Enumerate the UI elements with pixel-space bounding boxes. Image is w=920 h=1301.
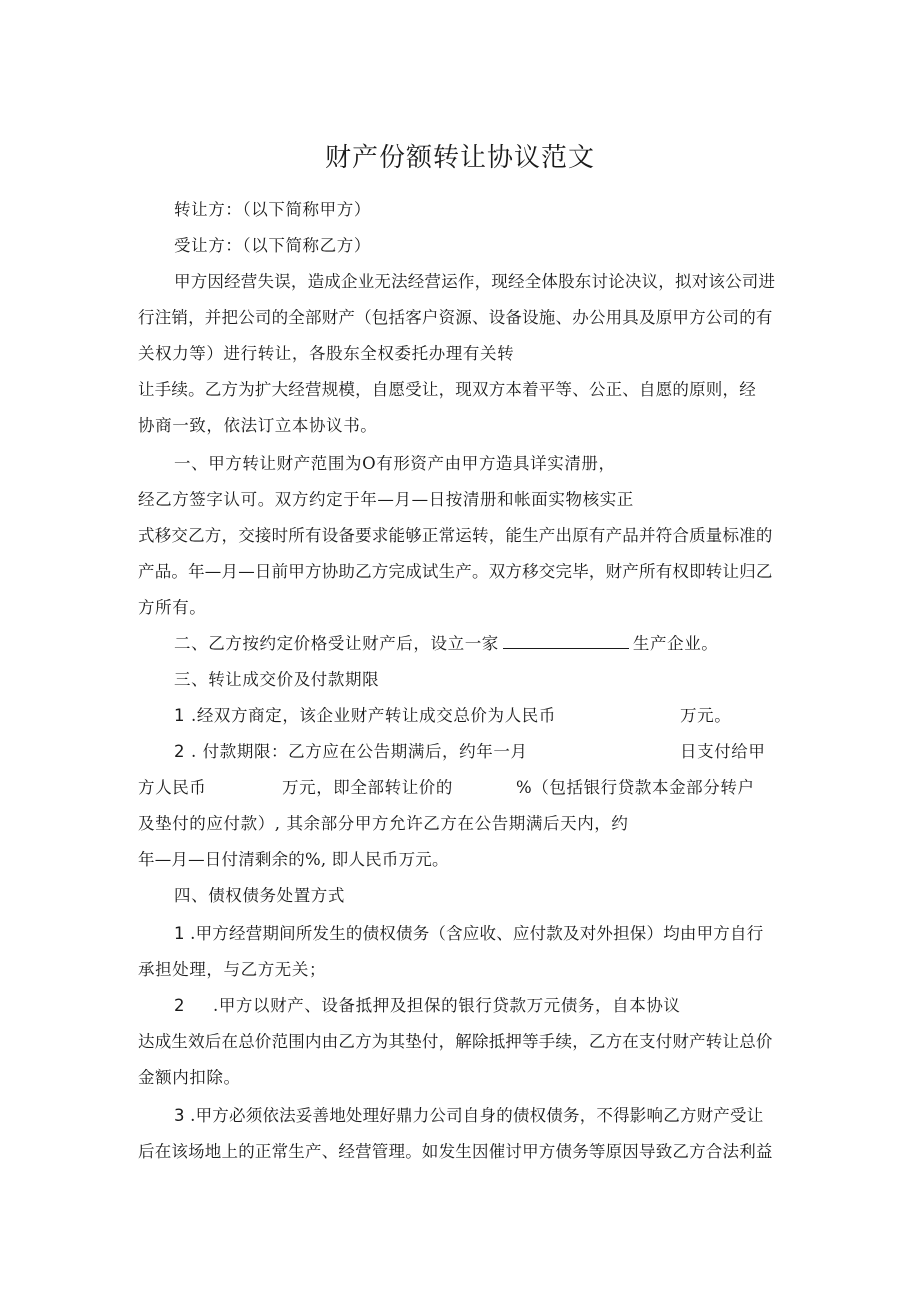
paragraph-line: 行注销，并把公司的全部财产（包括客户资源、设备设施、办公用具及原甲方公司的有 xyxy=(138,308,773,327)
debt-item-one-text: .甲方经营期间所发生的债权债务（含应收、应付款及对外担保）均由甲方自行 xyxy=(190,924,764,943)
item-number: 2 xyxy=(174,742,186,761)
paragraph-line: 甲方因经营失误，造成企业无法经营运作，现经全体股东讨论决议，拟对该公司进 xyxy=(174,272,776,291)
paragraph-line: 协商一致，依法订立本协议书。 xyxy=(138,416,378,435)
debt-item-three-text: .甲方必须依法妥善地处理好鼎力公司自身的债权债务，不得影响乙方财产受让 xyxy=(190,1106,764,1125)
price-line xyxy=(174,704,556,728)
debt-item-one xyxy=(174,922,763,946)
payment-term-text: . 付款期限：乙方应在公告期满后，约年一月 xyxy=(190,742,528,761)
paragraph-line: 关权力等）进行转让，各股东全权委托办理有关转 xyxy=(138,344,515,363)
payment-amount-b: 万元，即全部转让价的 xyxy=(282,778,453,797)
paragraph-line: 达成生效后在总价范围内由乙方为其垫付，解除抵押等手续，乙方在支付财产转让总价 xyxy=(138,1032,773,1051)
debt-item-two xyxy=(174,994,681,1018)
item-number: 1 xyxy=(174,924,185,943)
item-number: 1 xyxy=(174,706,186,725)
item-number: 3 xyxy=(174,1106,185,1125)
paragraph-line: 金额内扣除。 xyxy=(138,1068,241,1087)
price-text: .经双方商定，该企业财产转让成交总价为人民币 xyxy=(190,706,556,725)
debt-item-two-text: .甲方以财产、设备抵押及担保的银行贷款万元债务，自本协议 xyxy=(212,996,681,1015)
enterprise-name-blank xyxy=(503,632,629,649)
payment-amount-a: 方人民币 xyxy=(138,778,207,797)
clause-four-heading: 四、债权债务处置方式 xyxy=(174,886,345,905)
clause-one-line: 一、甲方转让财产范围为O有形资产由甲方造具详实清册， xyxy=(174,454,616,473)
paragraph-line: 承担处理，与乙方无关； xyxy=(138,960,327,979)
paragraph-line: 及垫付的应付款）, 其余部分甲方允许乙方在公告期满后天内，约 xyxy=(138,814,629,833)
clause-two-line xyxy=(174,632,718,656)
paragraph-line: 后在该场地上的正常生产、经营管理。如发生因催讨甲方债务等原因导致乙方合法利益 xyxy=(138,1142,773,1161)
clause-three-heading: 三、转让成交价及付款期限 xyxy=(174,670,380,689)
paragraph-line: 产品。年—月—日前甲方协助乙方完成试生产。双方移交完毕，财产所有权即转让归乙 xyxy=(138,562,773,581)
debt-item-three xyxy=(174,1104,763,1128)
clause-two-text: 二、乙方按约定价格受让财产后，设立一家 xyxy=(174,634,499,653)
payment-term-line xyxy=(174,740,528,764)
price-unit: 万元。 xyxy=(680,706,732,725)
paragraph-line: 年—月—日付清剩余的%, 即人民币万元。 xyxy=(138,850,449,869)
payment-amount-c: %（包括银行贷款本金部分转户 xyxy=(516,778,755,797)
item-number: 2 xyxy=(174,996,186,1015)
transferor-line: 转让方：（以下简称甲方） xyxy=(174,200,371,219)
paragraph-line: 经乙方签字认可。双方约定于年—月—日按清册和帐面实物核实正 xyxy=(138,490,634,509)
paragraph-line: 让手续。乙方为扩大经营规模，自愿受让，现双方本着平等、公正、自愿的原则，经 xyxy=(138,380,756,399)
paragraph-line: 式移交乙方，交接时所有设备要求能够正常运转，能生产出原有产品并符合质量标准的 xyxy=(138,526,773,545)
document-title: 财产份额转让协议范文 xyxy=(324,143,595,173)
paragraph-line: 方所有。 xyxy=(138,598,207,617)
payment-day-text: 日支付给甲 xyxy=(680,742,766,761)
transferee-line: 受让方：（以下简称乙方） xyxy=(174,236,371,255)
clause-two-suffix: 生产企业。 xyxy=(632,634,719,653)
